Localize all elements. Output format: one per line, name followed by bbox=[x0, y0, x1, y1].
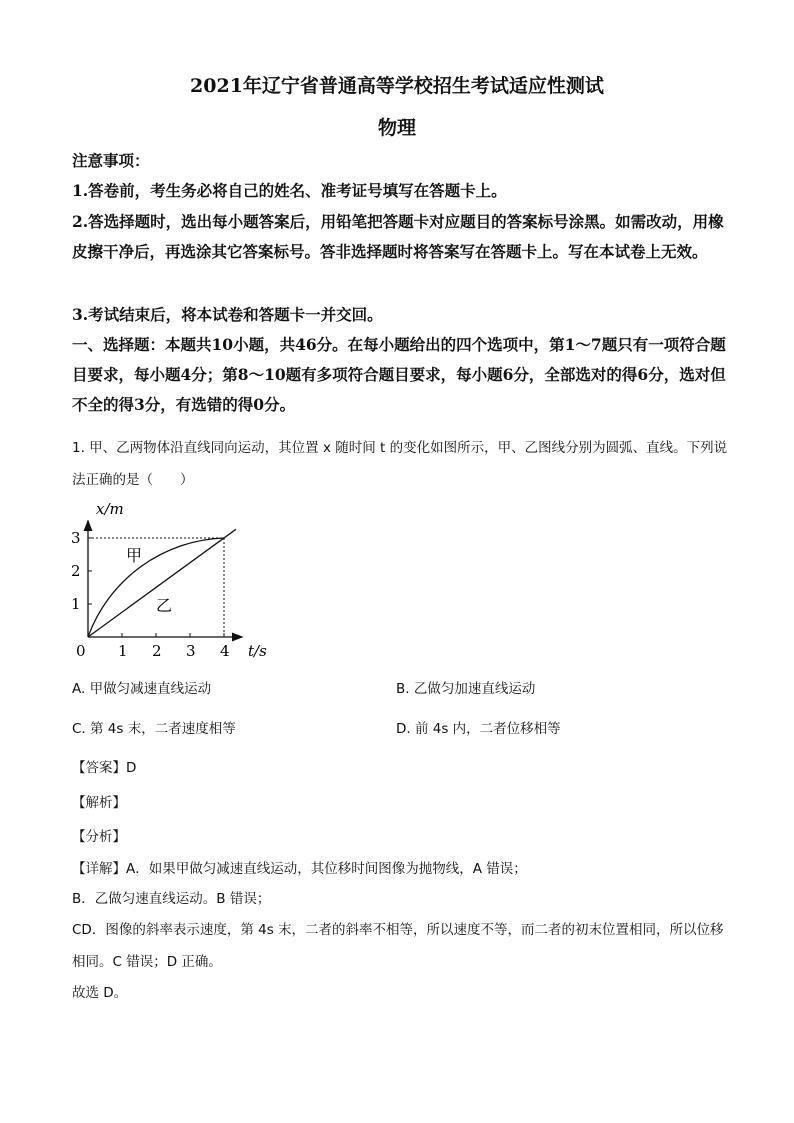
y-tick-label: 3 bbox=[71, 529, 81, 547]
option-a: A. 甲做匀减速直线运动 bbox=[72, 681, 212, 697]
detail-line-4: 故选 D。 bbox=[72, 985, 128, 1001]
question-1-stem: 1. 甲、乙两物体沿直线同向运动，其位置 x 随时间 t 的变化如图所示，甲、乙图线分别为圆弧、直线。下列说法正确的是（ ） bbox=[72, 440, 728, 488]
option-b: B. 乙做匀加速直线运动 bbox=[396, 681, 536, 697]
notice-heading: 注意事项： bbox=[72, 151, 150, 170]
section-instructions: 一、选择题：本题共10小题，共46分。在每小题给出的四个选项中，第1～7题只有一项符合题目要求，每小题4分；第8～10题有多项符合题目要求，每小题6分，全部选对的得6分，选对但不全的得3分，有选错的得0分。 bbox=[72, 335, 726, 414]
x-tick-label: 0 bbox=[76, 642, 86, 660]
page-title: 2021年辽宁省普通高等学校招生考试适应性测试 bbox=[190, 75, 604, 97]
xt-graph bbox=[62, 497, 282, 667]
x-tick-label: 2 bbox=[152, 642, 162, 660]
notice-item-3: 3.考试结束后，将本试卷和答题卡一并交回。 bbox=[72, 305, 383, 324]
analysis-label: 【解析】 bbox=[72, 795, 126, 811]
fenxi-label: 【分析】 bbox=[72, 829, 126, 845]
y-axis-label: x/m bbox=[96, 500, 124, 518]
subject-title: 物理 bbox=[377, 117, 416, 139]
detail-line-3: CD．图像的斜率表示速度，第 4s 末，二者的斜率不相等，所以速度不等，而二者的初末位置相同，所以位移相同。C 错误；D 正确。 bbox=[72, 922, 724, 970]
y-tick-label: 1 bbox=[71, 595, 81, 613]
answer-line bbox=[72, 752, 732, 784]
option-d: D. 前 4s 内，二者位移相等 bbox=[396, 721, 561, 737]
x-tick-label: 3 bbox=[186, 642, 196, 660]
answer-value: D bbox=[126, 760, 137, 776]
y-tick-label: 2 bbox=[71, 562, 81, 580]
option-c: C. 第 4s 末，二者速度相等 bbox=[72, 721, 236, 737]
detail-line-2: B．乙做匀速直线运动。B 错误； bbox=[72, 891, 271, 907]
notice-item-1: 1.答卷前，考生务必将自己的姓名、准考证号填写在答题卡上。 bbox=[72, 181, 507, 200]
notice-item-2: 2.答选择题时，选出每小题答案后，用铅笔把答题卡对应题目的答案标号涂黑。如需改动，用橡皮擦干净后，再选涂其它答案标号。答非选择题时将答案写在答题卡上。写在本试卷上无效。 bbox=[72, 212, 724, 261]
x-tick-label: 4 bbox=[220, 642, 230, 660]
x-axis-label: t/s bbox=[248, 642, 267, 660]
answer-label: 【答案】 bbox=[72, 760, 126, 776]
x-tick-label: 1 bbox=[118, 642, 128, 660]
detail-line-1: 【详解】A．如果甲做匀减速直线运动，其位移时间图像为抛物线，A 错误； bbox=[72, 861, 527, 877]
series-label-jia: 甲 bbox=[126, 546, 143, 565]
series-label-yi: 乙 bbox=[156, 596, 173, 615]
series-yi-line bbox=[88, 529, 236, 637]
